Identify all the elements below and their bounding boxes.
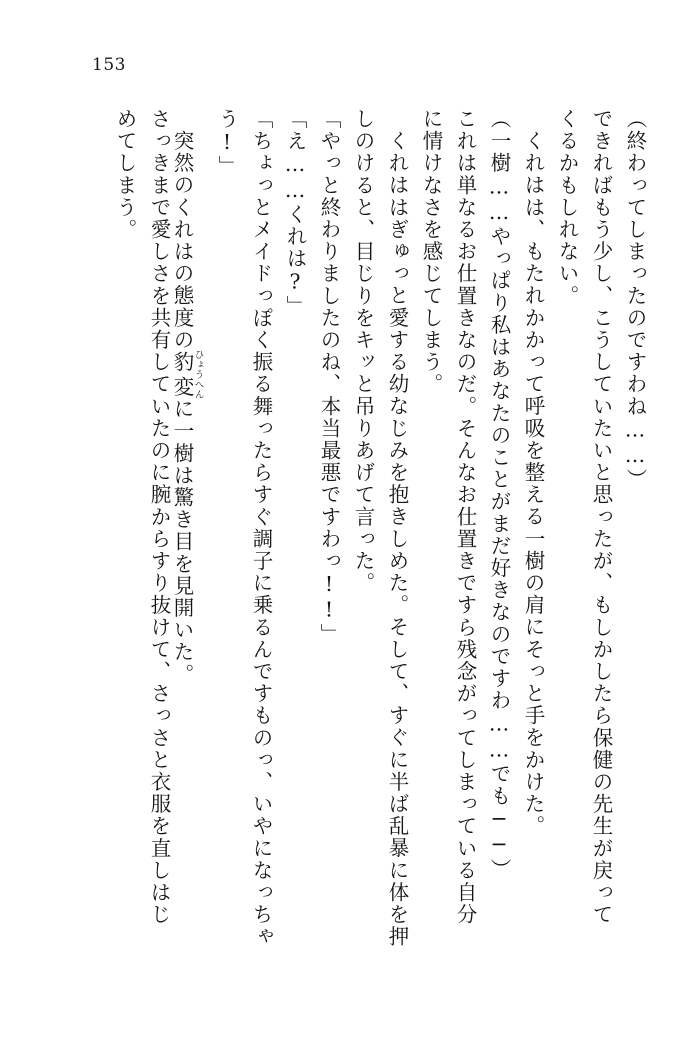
text-column: 「え……くれは?」 [283,108,307,318]
text-column: くれははぎゅっと愛する幼なじみを抱きしめた。そして、すぐに半ば乱暴に体を押 [385,130,409,948]
text-column: これは単なるお仕置きなのだ。そんなお仕置きですら残念がってしまっている自分 [453,108,477,926]
text-column: くるかもしれない。 [555,108,579,307]
vertical-text-block [85,108,645,988]
text-column: できればもう少し、こうしていたいと思ったが、もしかしたら保健の先生が戻って [589,108,613,926]
text-column: 「やっと終わりましたのね、本当最悪ですわっ!!」 [317,108,341,646]
text-column: 突然のくれはの態度の豹変ひょうへんに一樹は驚き目を見開いた。 [170,130,204,686]
text-column: 「ちょっとメイドっぽく振る舞ったらすぐ調子に乗るんですものっ、いやになっちゃ [249,108,273,948]
text-column: さっきまで愛しさを共有していたのに腕からすり抜けて、さっさと衣服を直しはじ [147,108,171,926]
text-column: くれはは、もたれかかって呼吸を整える一樹の肩にそっと手をかけた。 [521,130,545,838]
text-column: に情けなさを感じてしまう。 [419,108,443,396]
text-column: しのけると、目じりをキッと吊りあげて言った。 [351,108,375,595]
page-number: 153 [92,55,126,75]
text-column: う!」 [215,108,239,178]
ruby-annotation: 豹変ひょうへん [170,349,204,400]
text-column: （一樹……やっぱり私はあなたのことがまだ好きなのですわ……でも──） [487,108,511,881]
text-column: （終わってしまったのですわね……） [623,108,647,491]
text-column: めてしまう。 [113,108,137,241]
